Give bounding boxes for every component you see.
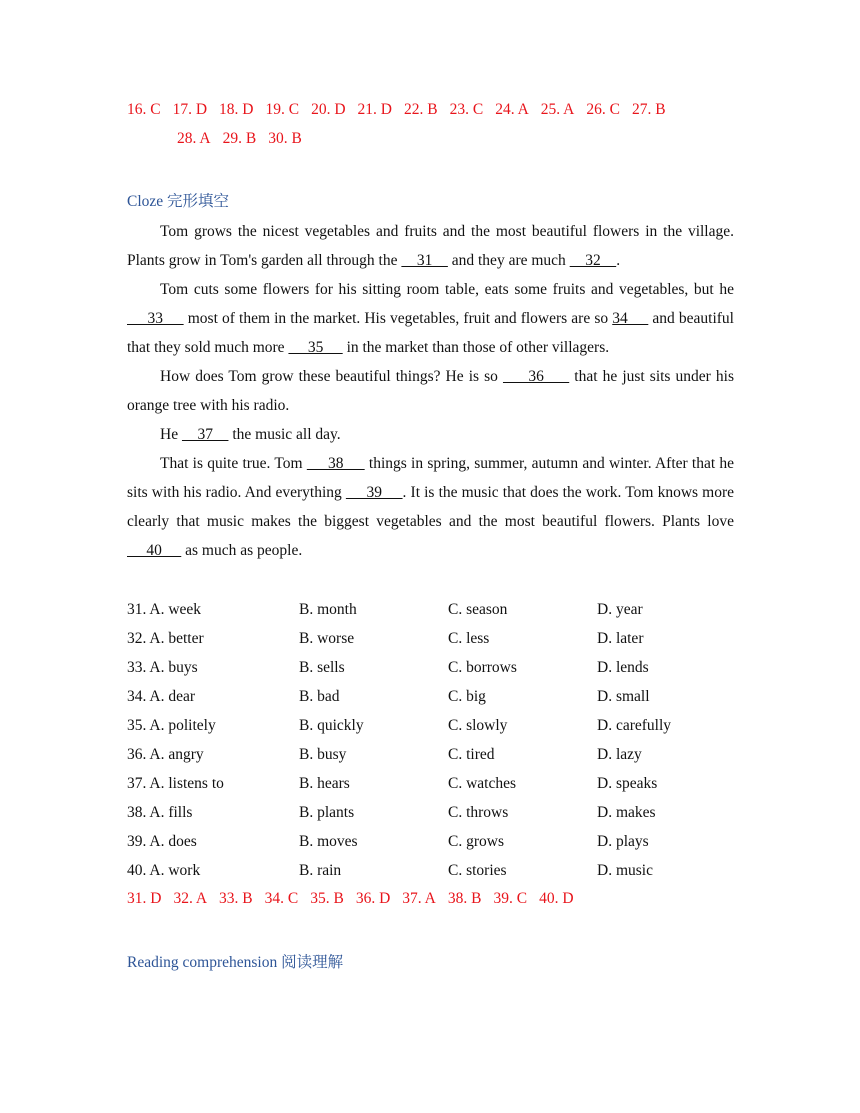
answer-item: 19. C [265,101,300,118]
answer-item: 32. A [173,890,208,907]
cloze-paragraph-4: He 37 the music all day. [160,426,341,443]
option-d: D. lends [597,659,649,676]
option-row-31 [127,595,734,624]
option-c: C. borrows [448,659,517,676]
option-row-33 [127,653,734,682]
answer-item: 18. D [219,101,254,118]
option-a: 31. A. week [127,601,202,618]
option-b: B. busy [299,746,347,763]
option-c: C. stories [448,862,507,879]
blank-31: 31 [401,252,448,269]
option-a: 35. A. politely [127,717,216,734]
answer-key-31-40 [127,890,734,908]
option-c: C. big [448,688,486,705]
option-a: 33. A. buys [127,659,198,676]
option-row-37 [127,769,734,798]
option-a: 37. A. listens to [127,775,224,792]
option-d: D. year [597,601,643,618]
option-c: C. tired [448,746,495,763]
answer-item: 40. D [539,890,574,907]
answer-item: 31. D [127,890,162,907]
options-table [127,595,734,885]
option-a: 34. A. dear [127,688,196,705]
option-d: D. carefully [597,717,672,734]
answer-item: 35. B [310,890,344,907]
answer-item: 33. B [219,890,253,907]
cloze-heading: Cloze 完形填空 [127,193,230,210]
option-b: B. plants [299,804,355,821]
option-a: 36. A. angry [127,746,204,763]
option-row-34 [127,682,734,711]
cloze-passage [127,217,734,565]
option-b: B. bad [299,688,340,705]
answer-key-28-30 [177,130,314,148]
option-row-40 [127,856,734,885]
reading-heading: Reading comprehension 阅读理解 [127,954,344,971]
cloze-paragraph-5: That is quite true. Tom 38 things in spring, summer, autumn and winter. After that he sits with his radio. And everything 39 . It is the music that does the work. Tom knows more clearly that music makes the biggest vegetables and the most beautiful flowers. Plants love 40 as much as people. [127,455,735,559]
answer-item: 17. D [172,101,208,118]
blank-38: 38 [306,455,365,472]
option-d: D. small [597,688,650,705]
option-d: D. speaks [597,775,658,792]
blank-33: 33 [127,310,184,327]
answer-item: 25. A [540,101,575,118]
blank-35: 35 [288,339,343,356]
option-a: 38. A. fills [127,804,193,821]
option-row-39 [127,827,734,856]
option-b: B. hears [299,775,350,792]
option-c: C. less [448,630,490,647]
option-d: D. music [597,862,653,879]
option-row-38 [127,798,734,827]
answer-item: 24. A [495,101,529,118]
option-row-36 [127,740,734,769]
blank-36: 36 [502,368,570,385]
answer-item: 30. B [268,130,302,147]
answer-item: 26. C [586,101,620,118]
option-a: 39. A. does [127,833,197,850]
answer-key-16-27 [127,101,734,119]
option-b: B. month [299,601,357,618]
option-row-35 [127,711,734,740]
option-c: C. grows [448,833,504,850]
option-b: B. worse [299,630,355,647]
option-c: C. throws [448,804,509,821]
option-c: C. season [448,601,508,618]
cloze-paragraph-1: Tom grows the nicest vegetables and fruits and the most beautiful flowers in the village. Plants grow in Tom's garden all through the 31 and they are much 32 . [127,223,734,269]
cloze-paragraph-3: How does Tom grow these beautiful things? He is so 36 that he just sits under his orange tree with his radio. [127,368,734,414]
answer-item: 39. C [493,890,528,907]
answer-item: 38. B [447,890,482,907]
blank-39: 39 [345,484,403,501]
option-c: C. slowly [448,717,508,734]
answer-item: 34. C [264,890,299,907]
answer-item: 21. D [357,101,392,118]
option-a: 40. A. work [127,862,201,879]
option-a: 32. A. better [127,630,204,647]
option-c: C. watches [448,775,517,792]
blank-32: 32 [569,252,617,269]
blank-40: 40 [127,542,182,559]
option-b: B. quickly [299,717,364,734]
option-d: D. lazy [597,746,642,763]
option-d: D. later [597,630,644,647]
option-d: D. plays [597,833,649,850]
answer-item: 22. B [404,101,438,118]
answer-item: 16. C [127,101,161,118]
answer-item: 23. C [449,101,484,118]
answer-item: 36. D [355,890,391,907]
answer-item: 29. B [222,130,257,147]
blank-37: 37 [181,426,229,443]
answer-item: 27. B [631,101,666,118]
option-b: B. sells [299,659,345,676]
option-row-32 [127,624,734,653]
answer-item: 20. D [311,101,346,118]
option-b: B. rain [299,862,342,879]
answer-item: 28. A [177,130,211,147]
cloze-paragraph-2: Tom cuts some flowers for his sitting room table, eats some fruits and vegetables, but he 33 most of them in the market. His vegetables, fruit and flowers are so 34 and beautiful that they sold much more 35 in the market than those of other villagers. [127,281,734,356]
option-d: D. makes [597,804,656,821]
answer-item: 37. A [402,890,436,907]
blank-34: 34 [612,310,649,327]
option-b: B. moves [299,833,358,850]
